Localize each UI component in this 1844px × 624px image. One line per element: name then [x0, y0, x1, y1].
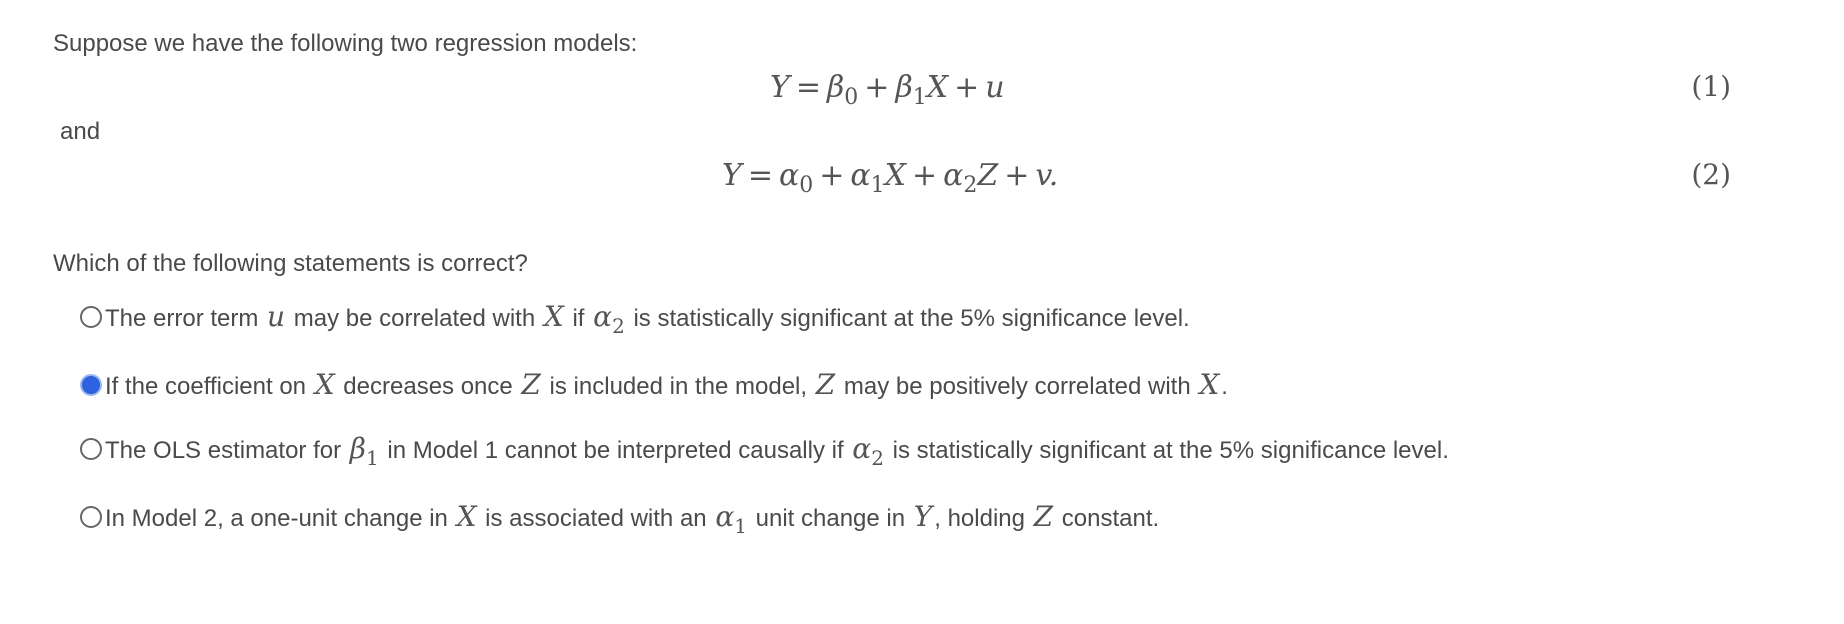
option-1-math-alpha2-sub: 2 [612, 314, 625, 338]
equation-2-number: (2) [1691, 158, 1731, 191]
eq1-beta1: β [895, 70, 913, 105]
option-1-math-alpha2 [591, 300, 627, 338]
option-1-text-1: The error term [105, 305, 266, 332]
option-3-radio[interactable] [80, 438, 102, 460]
option-1-math-alpha2-base: α [593, 300, 613, 333]
option-2-math-z: Z [521, 368, 541, 401]
option-4-text-3: unit change in [748, 505, 912, 532]
eq2-equals: = [747, 158, 773, 193]
eq2-v: v. [1035, 158, 1059, 193]
intro-text: Suppose we have the following two regression models: [53, 30, 638, 57]
option-4-math-z: Z [1033, 500, 1054, 533]
option-2[interactable] [80, 368, 1228, 401]
eq2-plus-2: + [911, 158, 938, 193]
eq2-alpha2-sub: 2 [963, 173, 978, 198]
option-2-text-3: is included in the model, [542, 373, 814, 400]
option-2-math-x: X [314, 368, 335, 401]
option-4-text-5: constant. [1055, 505, 1160, 532]
option-2-text-2: decreases once [336, 373, 520, 400]
option-3-math-beta1-sub: 1 [365, 446, 379, 470]
option-3-math-alpha2-sub: 2 [871, 446, 884, 470]
option-3[interactable] [80, 432, 1449, 470]
eq1-equals: = [795, 70, 821, 105]
option-3-math-beta1 [348, 432, 381, 470]
eq2-plus-3: + [1004, 158, 1030, 193]
option-1-label[interactable] [105, 300, 1190, 338]
option-2-label[interactable] [105, 368, 1228, 401]
option-1-text-2: may be correlated with [287, 305, 542, 332]
eq2-alpha0-sub: 0 [799, 173, 814, 198]
option-1-text-3: if [565, 305, 592, 332]
option-2-radio[interactable] [80, 374, 102, 396]
option-3-math-alpha2-base: α [852, 432, 872, 465]
eq1-beta1-sub: 1 [912, 85, 927, 110]
eq1-plus-2: + [954, 70, 980, 105]
eq1-lhs: Y [770, 70, 790, 105]
equation-1 [770, 70, 1005, 110]
eq2-alpha1-sub: 1 [870, 173, 885, 198]
option-2-text-4: may be positively correlated with [837, 373, 1198, 400]
eq2-alpha1: α [850, 158, 871, 193]
option-4-label[interactable] [105, 500, 1160, 538]
eq2-x: X [884, 158, 906, 193]
option-4-text-4: , holding [934, 505, 1032, 532]
equation-1-number: (1) [1691, 70, 1731, 103]
option-2-text-1: If the coefficient on [105, 373, 313, 400]
eq2-plus-1: + [819, 158, 845, 193]
and-text: and [60, 118, 101, 145]
option-4-radio[interactable] [80, 506, 102, 528]
option-2-math-x-2: X [1199, 368, 1220, 401]
option-2-text-5: . [1221, 373, 1228, 400]
eq1-plus-1: + [864, 70, 890, 105]
option-4-math-y: Y [913, 500, 933, 533]
option-4-math-alpha1-sub: 1 [734, 514, 747, 538]
option-1-text-4: is statistically significant at the 5% significance level. [626, 305, 1190, 332]
eq1-u: u [985, 70, 1005, 105]
option-1-math-x: X [543, 300, 564, 333]
option-4-math-alpha1 [713, 500, 749, 538]
option-1-math-u: u [267, 300, 286, 333]
eq1-beta0-sub: 0 [844, 85, 859, 110]
eq1-x: X [926, 70, 949, 105]
option-4[interactable] [80, 500, 1160, 538]
option-3-math-alpha2 [850, 432, 886, 470]
option-3-text-1: The OLS estimator for [105, 437, 348, 464]
eq2-z: Z [977, 158, 999, 193]
option-4-math-x: X [456, 500, 477, 533]
option-2-math-z-2: Z [815, 368, 836, 401]
option-3-text-2: in Model 1 cannot be interpreted causally if [380, 437, 851, 464]
option-1[interactable] [80, 300, 1190, 338]
option-3-math-beta1-base: β [349, 432, 366, 465]
eq2-lhs: Y [722, 158, 742, 193]
eq2-alpha2: α [943, 158, 964, 193]
option-1-radio[interactable] [80, 306, 102, 328]
option-4-math-alpha1-base: α [715, 500, 735, 533]
equation-2 [722, 158, 1059, 198]
question-text: Which of the following statements is correct? [53, 250, 528, 277]
option-4-text-1: In Model 2, a one-unit change in [105, 505, 455, 532]
option-3-label[interactable] [105, 432, 1449, 470]
option-4-text-2: is associated with an [478, 505, 714, 532]
eq2-alpha0: α [778, 158, 800, 193]
eq1-beta0: β [826, 70, 845, 105]
option-3-text-3: is statistically significant at the 5% significance level. [885, 437, 1449, 464]
